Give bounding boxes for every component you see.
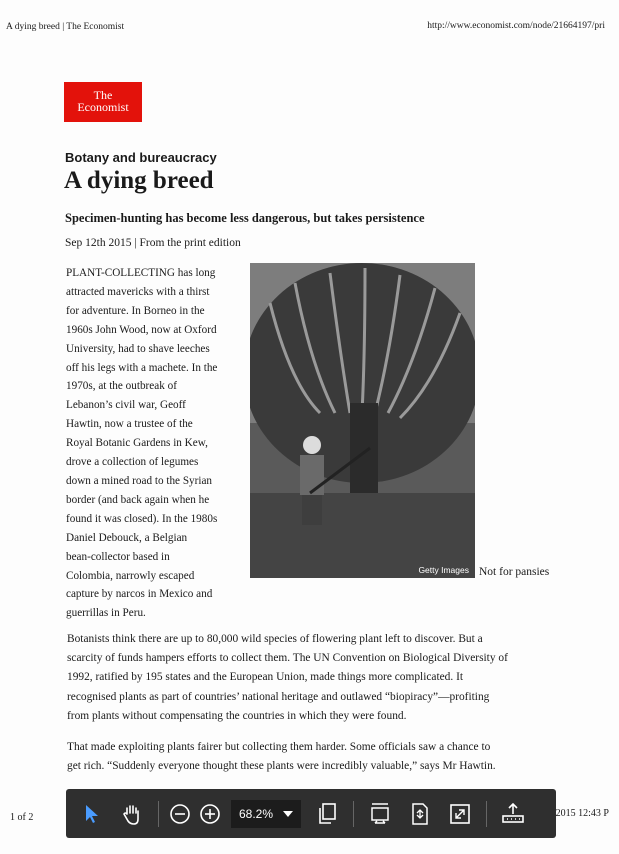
zoom-in-icon — [199, 803, 221, 825]
page-number: 1 of 2 — [10, 812, 34, 823]
pdf-viewer-toolbar — [66, 789, 556, 838]
page-view-icon — [317, 803, 337, 825]
toolbar-separator — [486, 801, 487, 827]
download-button[interactable] — [494, 795, 532, 833]
cactus-tree-image — [250, 263, 475, 578]
article-kicker: Botany and bureaucracy — [65, 150, 217, 165]
article-dateline: Sep 12th 2015 | From the print edition — [65, 237, 241, 249]
pointer-tool-button[interactable] — [73, 795, 111, 833]
photo-credit: Getty Images — [418, 565, 469, 575]
logo-line1: The — [93, 88, 113, 102]
zoom-in-button[interactable] — [196, 795, 224, 833]
print-header-url: http://www.economist.com/node/21664197/pri — [427, 21, 605, 31]
print-footer-date: 2015 12:43 P — [555, 808, 609, 819]
toolbar-separator — [158, 801, 159, 827]
article-standfirst: Specimen-hunting has become less dangerous, but takes persistence — [65, 211, 425, 225]
photo-caption: Not for pansies — [479, 566, 550, 578]
article-photo — [250, 263, 475, 578]
chevron-down-icon — [283, 811, 293, 817]
article-paragraph-3: That made exploiting plants fairer but collecting them harder. Some officials saw a chance to get rich. “Suddenly everyone thought these plants were incredibly valuable,” says Mr Hawtin. — [67, 741, 496, 773]
zoom-level-value: 68.2% — [239, 806, 274, 821]
hand-tool-button[interactable] — [113, 795, 151, 833]
fit-width-icon — [369, 802, 391, 826]
article-paragraph-2: Botanists think there are up to 80,000 wild species of flowering plant left to discover. But a scarcity of funds hampers efforts to collect them. The UN Convention on Biological Diversity of 1992, ratified by 195 states and the European Union, made things more complicated. It recognised plants as part of countries’ national heritage and outlawed “biopiracy”—profiting from plants without compensating the countries in which they were found. — [67, 633, 508, 722]
fullscreen-button[interactable] — [441, 795, 479, 833]
toolbar-separator — [353, 801, 354, 827]
hand-icon — [121, 803, 143, 825]
download-icon — [501, 803, 525, 825]
pointer-icon — [83, 804, 101, 824]
zoom-level-select[interactable] — [231, 800, 301, 828]
article-first-paragraph: PLANT-COLLECTING has long attracted mavericks with a thirst for adventure. In Borneo in the 1960s John Wood, now at Oxford University, had to shave leeches off his legs with a machete. In the 1970s, at the outbreak of Lebanon’s civil war, Geoff Hawtin, now a trustee of the Royal Botanic Gardens in Kew, drove a collection of legumes down a mined road to the Syrian border (and back again when he found it was closed). In the 1980s Daniel Debouck, a Belgian bean-collector based in Colombia, narrowly escaped capture by narcos in Mexico and guerrillas in Peru. — [66, 267, 218, 620]
fit-width-button[interactable] — [361, 795, 399, 833]
article-title: A dying breed — [64, 167, 214, 194]
zoom-out-icon — [169, 803, 191, 825]
logo-line2: Economist — [77, 100, 129, 114]
fit-page-icon — [410, 803, 430, 825]
fit-page-button[interactable] — [401, 795, 439, 833]
fullscreen-icon — [449, 803, 471, 825]
page-view-button[interactable] — [308, 795, 346, 833]
economist-logo — [64, 82, 142, 122]
print-header-title: A dying breed | The Economist — [6, 22, 125, 32]
zoom-out-button[interactable] — [166, 795, 194, 833]
